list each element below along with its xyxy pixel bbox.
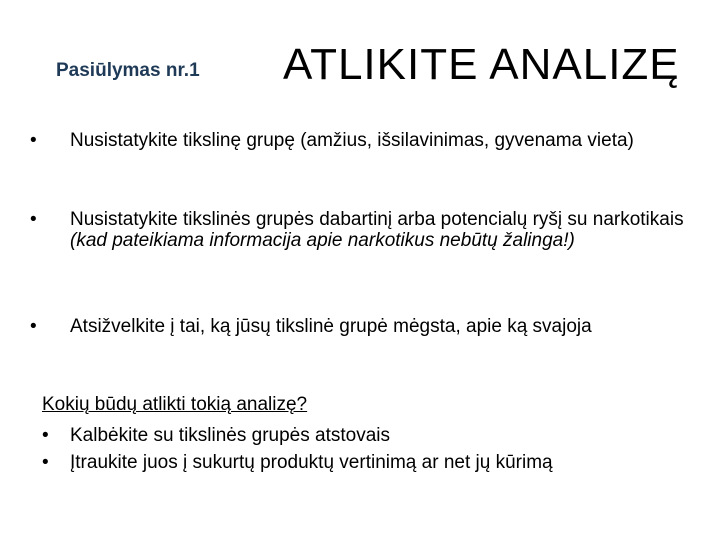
bullet-text-italic: (kad pateikiama informacija apie narkotikus nebūtų žalinga!) [70, 230, 575, 251]
bullet-marker: • [30, 209, 37, 230]
bullet-text: Nusistatykite tikslinės grupės dabartinį arba potencialų ryšį su narkotikais [70, 209, 684, 230]
bullet-marker: • [42, 452, 49, 473]
sub-bullet-talk-representatives [42, 425, 712, 446]
bullet-text: Atsižvelkite į tai, ką jūsų tikslinė grupė mėgsta, apie ką svajoja [70, 316, 592, 337]
bullet-text: Nusistatykite tikslinę grupę (amžius, išsilavinimas, gyvenama vieta) [70, 130, 634, 151]
analysis-question-link[interactable]: Kokių būdų atlikti tokią analizę? [42, 394, 308, 415]
bullet-text: Kalbėkite su tikslinės grupės atstovais [70, 425, 390, 446]
bullet-item-target-group [30, 130, 700, 151]
bullet-item-interests [30, 316, 700, 337]
bullet-marker: • [30, 316, 37, 337]
bullet-text-wrapper [70, 209, 700, 251]
slide-title: ATLIKITE ANALIZĘ [283, 40, 680, 89]
bullet-marker: • [30, 130, 37, 151]
bullet-marker: • [42, 425, 49, 446]
bullet-text: Įtraukite juos į sukurtų produktų vertinimą ar net jų kūrimą [70, 452, 553, 473]
sub-bullet-involve-them [42, 452, 712, 473]
bullet-item-drug-relation [30, 209, 700, 251]
slide-subtitle: Pasiūlymas nr.1 [56, 60, 200, 81]
